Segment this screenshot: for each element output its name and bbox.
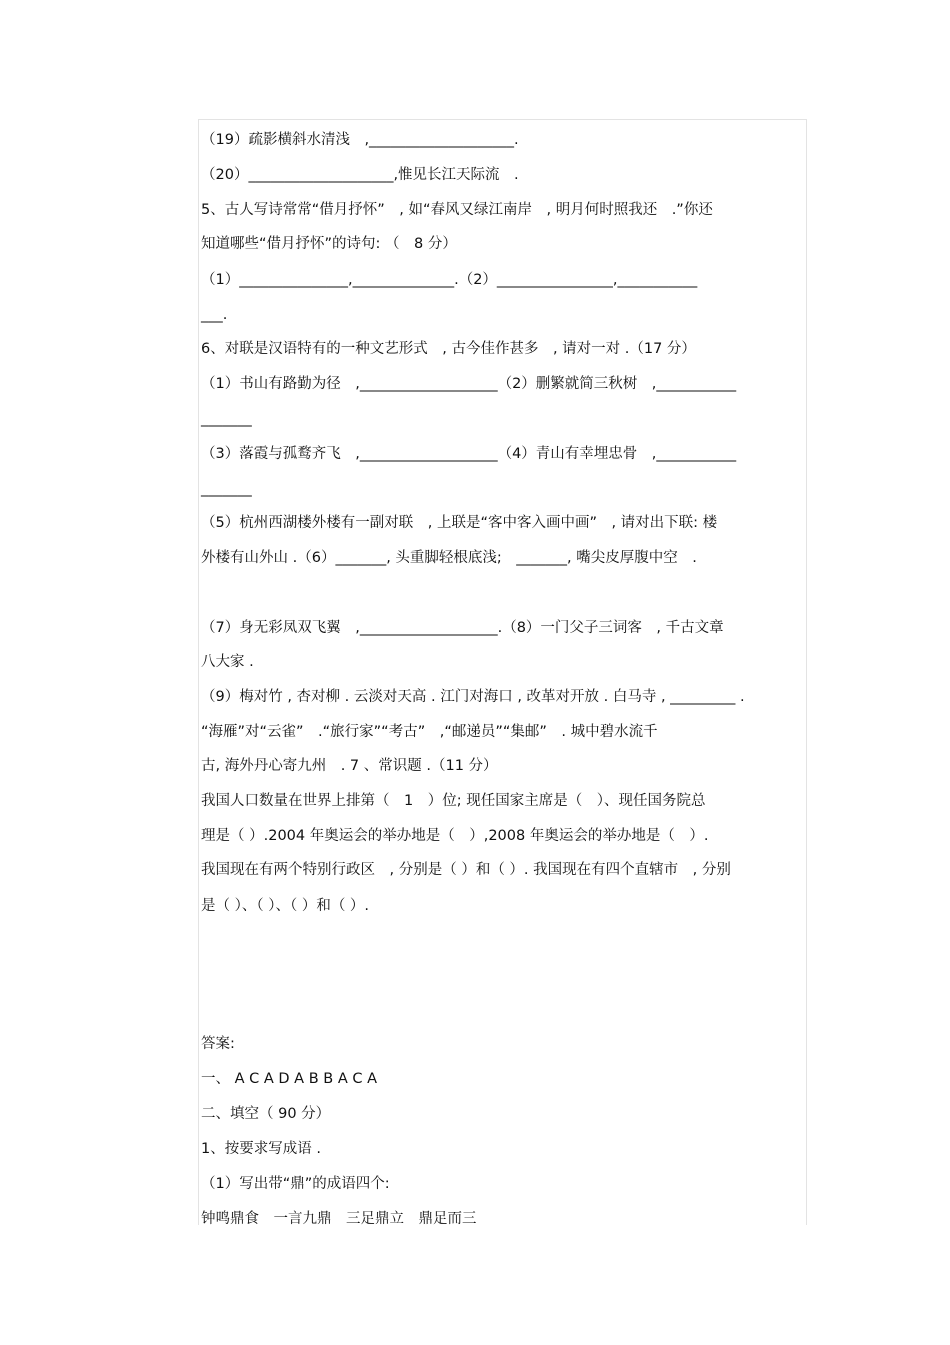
text-line: 理是（ ）.2004 年奥运会的举办地是（ ）,2008 年奥运会的举办地是（ ）. (201, 828, 709, 844)
text-line: 一、 A C A D A B B A C A (201, 1071, 377, 1087)
text-line: （5）杭州西湖楼外楼有一副对联 , 上联是“客中客入画中画” , 请对出下联: 楼 (201, 515, 718, 531)
text-line: （20）____________________,惟见长江天际流 . (201, 167, 519, 183)
text-line: 1、按要求写成语 . (201, 1141, 321, 1157)
text-line: （1）写出带“鼎”的成语四个: (201, 1176, 390, 1192)
text-line: _______ (201, 481, 252, 497)
text-line: 我国现在有两个特别行政区 , 分别是（ ）和（ ）. 我国现在有四个直辖市 , 分别 (201, 862, 731, 878)
text-line: （19）疏影横斜水清浅 ,____________________. (201, 132, 519, 148)
text-line: （3）落霞与孤鹜齐飞 ,___________________（4）青山有幸埋忠骨 ,___________ (201, 446, 737, 462)
text-line: （7）身无彩凤双飞翼 ,___________________.（8）一门父子三词客 , 千古文章 (201, 620, 724, 636)
text-line: “海雁”对“云雀” .“旅行家”“考古” ,“邮递员”“集邮” . 城中碧水流千 (201, 724, 658, 740)
text-line: （1）_______________,______________.（2）________________,___________ (201, 272, 698, 288)
text-line: 知道哪些“借月抒怀”的诗句: （ 8 分） (201, 236, 457, 252)
text-line: _______ (201, 411, 252, 427)
text-line: 我国人口数量在世界上排第（ 1 ）位; 现任国家主席是（ ）、现任国务院总 (201, 793, 706, 809)
text-line: ___. (201, 307, 228, 323)
text-line: 5、古人写诗常常“借月抒怀” , 如“春风又绿江南岸 , 明月何时照我还 .”你还 (201, 202, 713, 218)
text-line: 二、填空（ 90 分） (201, 1106, 331, 1122)
text-line: 古, 海外丹心寄九州 . 7 、常识题 .（11 分） (201, 758, 498, 774)
text-line: （1）书山有路勤为径 ,___________________（2）删繁就简三秋树 ,___________ (201, 376, 737, 392)
text-line: 八大家 . (201, 654, 254, 670)
text-line: （9）梅对竹 , 杏对柳 . 云淡对天高 . 江门对海口 , 改革对开放 . 白马寺 , _________ . (201, 689, 745, 705)
text-line: 是（ ）、（ ）、（ ）和（ ）. (201, 898, 370, 914)
text-line: 6、对联是汉语特有的一种文艺形式 , 古今佳作甚多 , 请对一对 .（17 分） (201, 341, 696, 357)
answer-heading: 答案: (201, 1036, 235, 1052)
text-line: 外楼有山外山 .（6）_______, 头重脚轻根底浅; _______, 嘴尖皮厚腹中空 . (201, 550, 697, 566)
text-line: 钟鸣鼎食 一言九鼎 三足鼎立 鼎足而三 (201, 1211, 477, 1227)
